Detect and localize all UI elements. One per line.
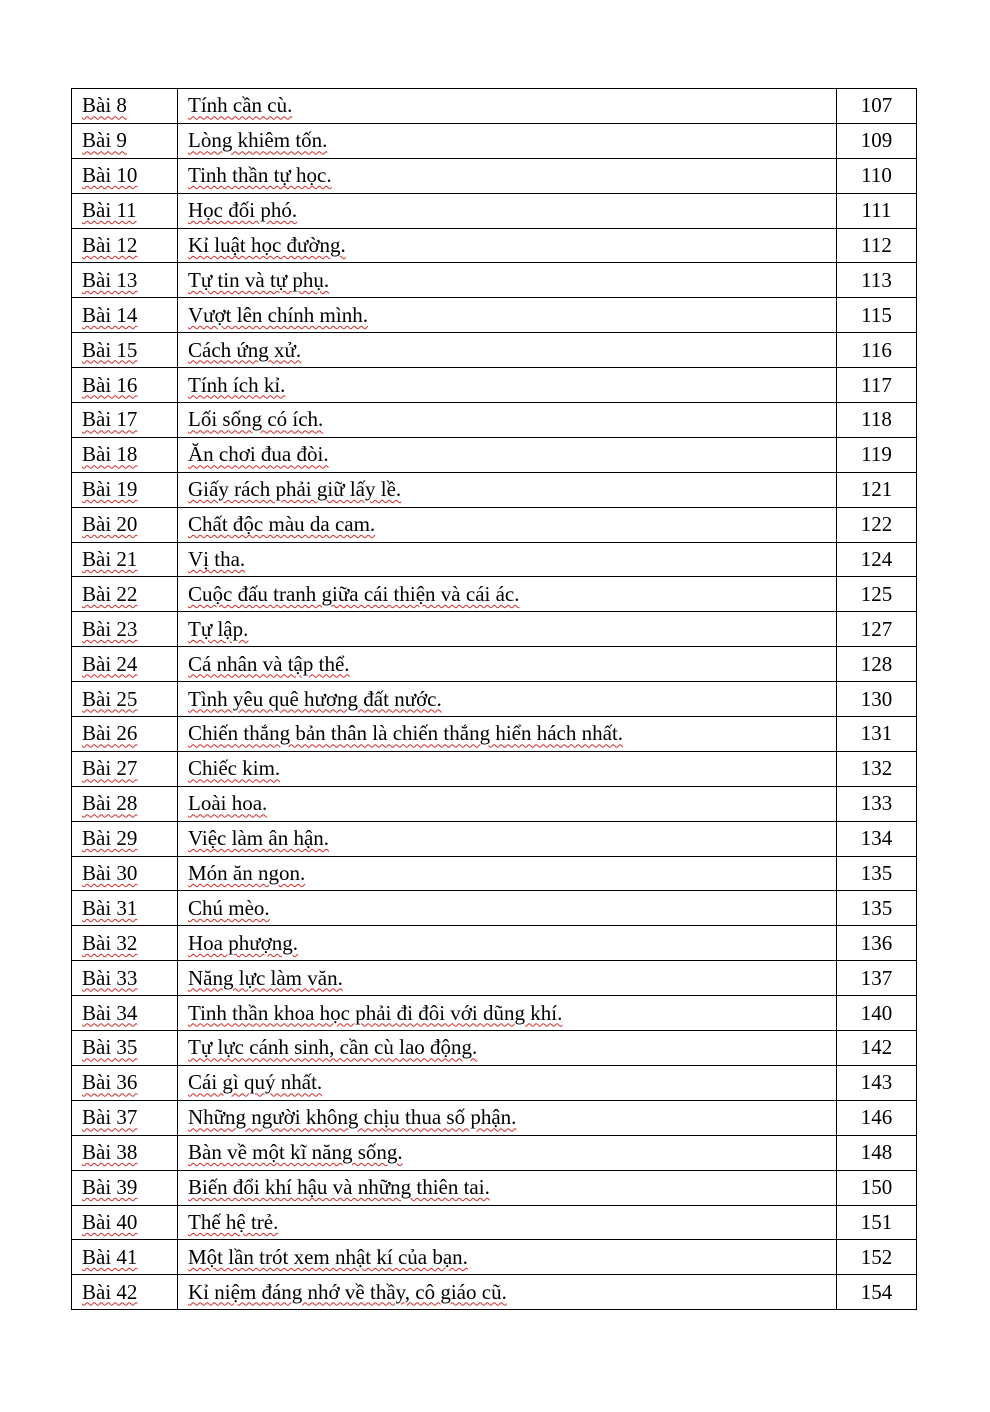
lesson-number-cell: [72, 89, 178, 124]
lesson-title: Tính ích kỉ.: [188, 372, 286, 397]
lesson-title: Chiếc kim.: [188, 756, 281, 781]
lesson-number: Bài 31: [82, 895, 138, 920]
lesson-number: Bài 15: [82, 337, 138, 362]
lesson-title: Lối sống có ích.: [188, 407, 324, 432]
lesson-title: Tình yêu quê hương đất nước.: [188, 686, 442, 711]
page-number: 117: [861, 372, 892, 397]
page-number: 135: [860, 895, 893, 920]
page-number-cell: [837, 926, 917, 961]
page-number-cell: [837, 263, 917, 298]
table-row: [72, 193, 917, 228]
lesson-title: Biến đổi khí hậu và những thiên tai.: [188, 1175, 490, 1200]
lesson-title: Lòng khiêm tốn.: [188, 128, 328, 153]
lesson-number-cell: [72, 158, 178, 193]
lesson-title: Cách ứng xử.: [188, 337, 302, 362]
lesson-title-cell: [178, 158, 837, 193]
lesson-title-cell: [178, 472, 837, 507]
lesson-title-cell: [178, 751, 837, 786]
page-number: 125: [860, 581, 893, 606]
lesson-number-cell: [72, 786, 178, 821]
table-row: [72, 961, 917, 996]
lesson-number-cell: [72, 333, 178, 368]
lesson-number: Bài 8: [82, 93, 127, 118]
table-row: [72, 577, 917, 612]
table-row: [72, 751, 917, 786]
page-number-cell: [837, 751, 917, 786]
table-row: [72, 1065, 917, 1100]
page-number-cell: [837, 333, 917, 368]
lesson-number: Bài 35: [82, 1035, 138, 1060]
lesson-title-cell: [178, 856, 837, 891]
page-number-cell: [837, 1031, 917, 1066]
lesson-number-cell: [72, 1031, 178, 1066]
lesson-title: Việc làm ân hận.: [188, 826, 330, 851]
page-number-cell: [837, 856, 917, 891]
lesson-title: Tự tin và tự phụ.: [188, 267, 330, 292]
lesson-title: Tính cần cù.: [188, 93, 293, 118]
lesson-title-cell: [178, 717, 837, 752]
page-number: 151: [860, 1209, 893, 1234]
page-number: 111: [861, 198, 892, 223]
lesson-title: Hoa phượng.: [188, 930, 298, 955]
lesson-number-cell: [72, 403, 178, 438]
lesson-title: Tinh thần tự học.: [188, 163, 332, 188]
lesson-title: Chất độc màu da cam.: [188, 512, 376, 537]
lesson-title-cell: [178, 89, 837, 124]
lesson-number: Bài 22: [82, 581, 138, 606]
lesson-number: Bài 39: [82, 1175, 138, 1200]
page-number-cell: [837, 368, 917, 403]
table-row: [72, 333, 917, 368]
lesson-number-cell: [72, 821, 178, 856]
page-number-cell: [837, 786, 917, 821]
lesson-number: Bài 14: [82, 302, 138, 327]
page-number: 154: [860, 1279, 893, 1304]
table-row: [72, 926, 917, 961]
lesson-title-cell: [178, 263, 837, 298]
page-number-cell: [837, 1275, 917, 1310]
lesson-number: Bài 24: [82, 651, 138, 676]
table-row: [72, 1240, 917, 1275]
page-number-cell: [837, 891, 917, 926]
table-row: [72, 472, 917, 507]
lesson-title: Loài hoa.: [188, 791, 268, 816]
lesson-title-cell: [178, 298, 837, 333]
table-row: [72, 1100, 917, 1135]
page-number: 130: [860, 686, 893, 711]
page-number-cell: [837, 298, 917, 333]
lesson-title: Chiến thắng bản thân là chiến thắng hiển hách nhất.: [188, 721, 624, 746]
lesson-number-cell: [72, 472, 178, 507]
lesson-title-cell: [178, 437, 837, 472]
lesson-number: Bài 16: [82, 372, 138, 397]
page-number-cell: [837, 961, 917, 996]
toc-body: [72, 89, 917, 1310]
lesson-number: Bài 17: [82, 407, 138, 432]
lesson-number-cell: [72, 577, 178, 612]
lesson-title-cell: [178, 1275, 837, 1310]
page-number-cell: [837, 1205, 917, 1240]
table-row: [72, 263, 917, 298]
page-number: 115: [861, 302, 892, 327]
lesson-number-cell: [72, 996, 178, 1031]
page-number-cell: [837, 228, 917, 263]
lesson-number: Bài 28: [82, 791, 138, 816]
table-row: [72, 717, 917, 752]
page-number: 148: [860, 1140, 893, 1165]
lesson-number: Bài 32: [82, 930, 138, 955]
table-row: [72, 89, 917, 124]
lesson-number-cell: [72, 891, 178, 926]
lesson-number-cell: [72, 1275, 178, 1310]
lesson-number-cell: [72, 123, 178, 158]
page-number-cell: [837, 1240, 917, 1275]
page-number: 116: [861, 337, 892, 362]
lesson-number-cell: [72, 437, 178, 472]
lesson-number-cell: [72, 1240, 178, 1275]
page-number: 112: [861, 233, 892, 257]
lesson-number-cell: [72, 926, 178, 961]
lesson-number: Bài 20: [82, 512, 138, 537]
lesson-title: Thế hệ trẻ.: [188, 1209, 279, 1234]
lesson-title: Cá nhân và tập thể.: [188, 651, 350, 676]
lesson-number-cell: [72, 507, 178, 542]
page-number-cell: [837, 403, 917, 438]
page-number-cell: [837, 577, 917, 612]
lesson-title: Học đối phó.: [188, 198, 298, 223]
lesson-number-cell: [72, 717, 178, 752]
lesson-number: Bài 42: [82, 1279, 138, 1304]
table-row: [72, 856, 917, 891]
page-number: 142: [860, 1035, 893, 1060]
page-number-cell: [837, 123, 917, 158]
page-number: 119: [861, 442, 892, 467]
page-number-cell: [837, 996, 917, 1031]
lesson-number: Bài 19: [82, 477, 138, 502]
lesson-number-cell: [72, 228, 178, 263]
page-number-cell: [837, 682, 917, 717]
lesson-title-cell: [178, 647, 837, 682]
lesson-title-cell: [178, 1205, 837, 1240]
page-number: 118: [861, 407, 892, 432]
table-row: [72, 1275, 917, 1310]
page-number-cell: [837, 647, 917, 682]
page-number-cell: [837, 1170, 917, 1205]
lesson-number-cell: [72, 751, 178, 786]
lesson-number: Bài 29: [82, 826, 138, 851]
table-row: [72, 996, 917, 1031]
table-row: [72, 612, 917, 647]
lesson-title-cell: [178, 786, 837, 821]
lesson-title: Kỉ luật học đường.: [188, 233, 346, 257]
lesson-number: Bài 41: [82, 1244, 138, 1269]
lesson-title-cell: [178, 333, 837, 368]
table-row: [72, 368, 917, 403]
table-row: [72, 437, 917, 472]
lesson-title-cell: [178, 1135, 837, 1170]
page-number: 110: [861, 163, 892, 188]
lesson-title-cell: [178, 1100, 837, 1135]
lesson-title-cell: [178, 577, 837, 612]
page-number: 131: [860, 721, 893, 746]
page-number-cell: [837, 821, 917, 856]
page-number: 113: [861, 267, 892, 292]
lesson-title: Năng lực làm văn.: [188, 965, 343, 990]
lesson-title-cell: [178, 1240, 837, 1275]
lesson-title-cell: [178, 926, 837, 961]
page-number-cell: [837, 472, 917, 507]
lesson-number-cell: [72, 647, 178, 682]
lesson-number: Bài 40: [82, 1209, 138, 1234]
lesson-number: Bài 23: [82, 616, 138, 641]
page-number-cell: [837, 612, 917, 647]
lesson-number: Bài 27: [82, 756, 138, 781]
lesson-title: Ăn chơi đua đòi.: [188, 442, 329, 467]
lesson-number: Bài 36: [82, 1070, 138, 1095]
lesson-title: Bàn về một kĩ năng sống.: [188, 1140, 403, 1165]
lesson-title: Một lần trót xem nhật kí của bạn.: [188, 1244, 468, 1269]
page-number-cell: [837, 542, 917, 577]
page-number: 133: [860, 791, 893, 816]
lesson-number: Bài 13: [82, 267, 138, 292]
lesson-number-cell: [72, 961, 178, 996]
lesson-title: Giấy rách phải giữ lấy lề.: [188, 477, 402, 502]
table-of-contents: [71, 88, 917, 1310]
page-number-cell: [837, 437, 917, 472]
lesson-title-cell: [178, 996, 837, 1031]
page-number-cell: [837, 1135, 917, 1170]
page-number-cell: [837, 507, 917, 542]
page-number: 150: [860, 1175, 893, 1200]
table-row: [72, 821, 917, 856]
lesson-number: Bài 12: [82, 233, 138, 257]
page-number-cell: [837, 158, 917, 193]
lesson-title: Cái gì quý nhất.: [188, 1070, 323, 1095]
page-number: 140: [860, 1000, 893, 1025]
lesson-title: Chú mèo.: [188, 895, 270, 920]
page-number: 121: [860, 477, 893, 502]
lesson-number-cell: [72, 612, 178, 647]
lesson-number-cell: [72, 856, 178, 891]
table-row: [72, 123, 917, 158]
page-number: 136: [860, 930, 893, 955]
page-number: 135: [860, 861, 893, 886]
lesson-title-cell: [178, 891, 837, 926]
page-number-cell: [837, 89, 917, 124]
lesson-title: Tự lập.: [188, 616, 249, 641]
lesson-title-cell: [178, 961, 837, 996]
lesson-title: Món ăn ngon.: [188, 861, 306, 886]
lesson-title: Tinh thần khoa học phải đi đôi với dũng khí.: [188, 1000, 563, 1025]
lesson-number-cell: [72, 298, 178, 333]
lesson-title: Vị tha.: [188, 547, 246, 572]
lesson-number: Bài 21: [82, 547, 138, 572]
page-number-cell: [837, 1100, 917, 1135]
table-row: [72, 403, 917, 438]
table-row: [72, 1205, 917, 1240]
lesson-title-cell: [178, 403, 837, 438]
lesson-number-cell: [72, 682, 178, 717]
lesson-title: Vượt lên chính mình.: [188, 302, 368, 327]
lesson-title-cell: [178, 612, 837, 647]
lesson-title-cell: [178, 368, 837, 403]
lesson-number: Bài 18: [82, 442, 138, 467]
lesson-title-cell: [178, 1065, 837, 1100]
lesson-title-cell: [178, 193, 837, 228]
lesson-number: Bài 33: [82, 965, 138, 990]
lesson-number: Bài 10: [82, 163, 138, 188]
lesson-number-cell: [72, 1100, 178, 1135]
page-number: 107: [860, 93, 893, 118]
page-number-cell: [837, 717, 917, 752]
lesson-number: Bài 25: [82, 686, 138, 711]
lesson-number-cell: [72, 1205, 178, 1240]
table-row: [72, 158, 917, 193]
lesson-number-cell: [72, 542, 178, 577]
table-row: [72, 542, 917, 577]
lesson-number: Bài 11: [82, 198, 137, 223]
lesson-title-cell: [178, 1031, 837, 1066]
page-number: 124: [860, 547, 893, 572]
table-row: [72, 1170, 917, 1205]
table-row: [72, 298, 917, 333]
page-number: 134: [860, 826, 893, 851]
lesson-number: Bài 30: [82, 861, 138, 886]
lesson-title: Kỉ niệm đáng nhớ về thầy, cô giáo cũ.: [188, 1279, 507, 1304]
lesson-number: Bài 37: [82, 1105, 138, 1130]
lesson-title-cell: [178, 507, 837, 542]
table-row: [72, 507, 917, 542]
lesson-number-cell: [72, 1170, 178, 1205]
lesson-title: Tự lực cánh sinh, cần cù lao động.: [188, 1035, 478, 1060]
page-number: 109: [860, 128, 893, 153]
page-number: 143: [860, 1070, 893, 1095]
lesson-title: Cuộc đấu tranh giữa cái thiện và cái ác.: [188, 581, 520, 606]
lesson-number: Bài 26: [82, 721, 138, 746]
lesson-number-cell: [72, 1135, 178, 1170]
page-number: 152: [860, 1244, 893, 1269]
lesson-title-cell: [178, 821, 837, 856]
page-number: 137: [860, 965, 893, 990]
lesson-title-cell: [178, 228, 837, 263]
table-row: [72, 228, 917, 263]
lesson-number-cell: [72, 368, 178, 403]
lesson-title-cell: [178, 682, 837, 717]
lesson-number-cell: [72, 193, 178, 228]
lesson-number: Bài 9: [82, 128, 127, 153]
lesson-title: Những người không chịu thua số phận.: [188, 1105, 517, 1130]
lesson-number-cell: [72, 1065, 178, 1100]
lesson-title-cell: [178, 542, 837, 577]
page-number: 122: [860, 512, 893, 537]
table-row: [72, 891, 917, 926]
page-number: 146: [860, 1105, 893, 1130]
lesson-number: Bài 38: [82, 1140, 138, 1165]
table-row: [72, 682, 917, 717]
page-number: 132: [860, 756, 893, 781]
lesson-title-cell: [178, 123, 837, 158]
table-row: [72, 786, 917, 821]
lesson-title-cell: [178, 1170, 837, 1205]
page-number: 128: [860, 651, 893, 676]
lesson-number: Bài 34: [82, 1000, 138, 1025]
page-number-cell: [837, 1065, 917, 1100]
page-number-cell: [837, 193, 917, 228]
table-row: [72, 1031, 917, 1066]
table-row: [72, 1135, 917, 1170]
lesson-number-cell: [72, 263, 178, 298]
table-row: [72, 647, 917, 682]
page-number: 127: [860, 616, 893, 641]
